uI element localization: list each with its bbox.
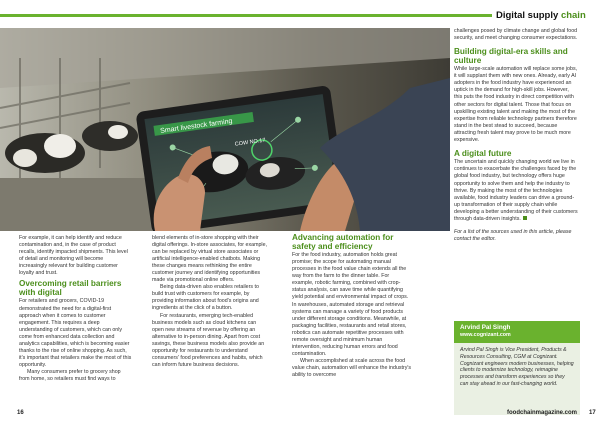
col1-heading-retail: Overcoming retail barriers with digital [19,279,122,297]
author-box [454,321,580,415]
header-rule [0,8,492,22]
col4-heading-skills: Building digital-era skills and culture [454,47,568,65]
tablet-cow-tag: COW NO.17 [234,137,266,148]
footer-website: foodchainmagazine.com [507,410,578,416]
col3-heading-automation: Advancing automation for safety and efficiency [292,233,394,251]
col4-paragraph-3 [454,159,578,222]
column-3 [292,231,412,379]
end-of-article-mark [523,216,527,220]
sources-note: For a list of the sources used in this article, please contact the editor. [454,228,572,242]
column-2 [152,235,269,369]
column-1 [19,235,132,383]
author-website-link[interactable]: www.cognizant.com [460,332,511,338]
section-title [496,10,586,21]
col2-paragraph-3: For restaurants, emerging tech-enabled business models such as cloud kitchens can open new streams of revenue by offering an alternative to in-person dining. Apart from cost savings, these business models also provide an opportunity for restaurants to understand consumers' food preferences and habits, which can inform future business decisions. [152,312,265,368]
col3-paragraph-1: For the food industry, automation holds great promise; the scope for automating manual processes in the food value chain extends all the way from the farm to the dinner table. For example, robotic farming, combined with crop-status analysis, can save time while quantifying yield potential and environmental impact of crops. In warehouses, automated storage and retrieval systems can manage a variety of food products under different storage conditions. Meanwhile, at packaging facilities, restaurants and retail stores, robotics can automate repetitive processes with remote oversight and minimum human intervention, reducing human errors and food contamination. [292,252,409,357]
col4-paragraph-2: While large-scale automation will replace some jobs, it will supplant them with new ones. Already, early AI adopters in the food industry have experienced an uptick in the demand for high-skill jobs. However, this puts the food industry in direct competition with other sectors for digital talent. Those that focus on upskilling existing talent and making the most of the expertise from reliable technology partners therefore stand in the best stead to succeed, because attracting fresh talent may prove to be much more expensive. [454,66,578,143]
col4-paragraph-1: challenges posed by climate change and global food security, and meet changing consumer expectations. [454,28,578,42]
col4-heading-future: A digital future [454,148,512,158]
section-title-accent: chain [560,10,586,21]
page-number-left: 16 [17,410,24,416]
col4-paragraph-3-text: The uncertain and quickly changing world we live in continues to exacerbate the challenges faced by the global food industry, but technology offers huge opportunity to solve them and help the industry to thrive. By making the most of the technologies available, food industry leaders can drive a ground-up transformation of their supply chain while developing a better understanding of their customers through data-driven insights. [454,159,578,222]
author-name: Arvind Pal Singh [460,324,511,331]
col1-paragraph-3: Many consumers prefer to grocery shop from home, so retailers must find ways to [19,368,121,382]
col2-paragraph-2: Being data-driven also enables retailers to build trust with customers for example, by providing information about food's origins and ingredients at the click of a button. [152,284,259,312]
author-header [454,321,580,343]
col3-paragraph-2: When accomplished at scale across the food value chain, automation will enhance the industry's ability to overcome [292,357,412,378]
column-4 [454,28,578,243]
section-title-prefix: Digital supply [496,10,561,21]
author-bio: Arvind Pal Singh is Vice President, Products & Resources Consulting, CGM at Cognizant. Cognizant engineers modern businesses, helping clients to modernize technology, reimagine processes and transform experiences so they can stay ahead in our fast-changing world. [460,347,574,387]
tablet-banner-text: Smart livestock farming [159,117,233,135]
col1-paragraph-1: For example, it can help identify and reduce contamination and, in the case of product recalls, identify impacted shipments. This level of detail and monitoring will become increasingly relevant for building customer loyalty and trust. [19,235,128,277]
col2-paragraph-1: blend elements of in-store shopping with their digital offerings. In-store associates, for example, can be replaced by virtual store associates or artificial intelligence-enabled chatbots. Making these changes means rethinking the entire customer journey and identifying opportunities made via promotional online offers. [152,235,268,284]
page-number-right: 17 [589,410,596,416]
farm-photo [0,28,450,231]
col1-paragraph-2: For retailers and grocers, COVID-19 demonstrated the need for a digital-first approach when it comes to customer engagement. This requires a deep understanding of customers, which can only come from enhanced data collection and analytics capabilities, which is becoming easier thanks to the rise of online shopping. As such, it's important that retailers make the most of this opportunity. [19,298,132,368]
